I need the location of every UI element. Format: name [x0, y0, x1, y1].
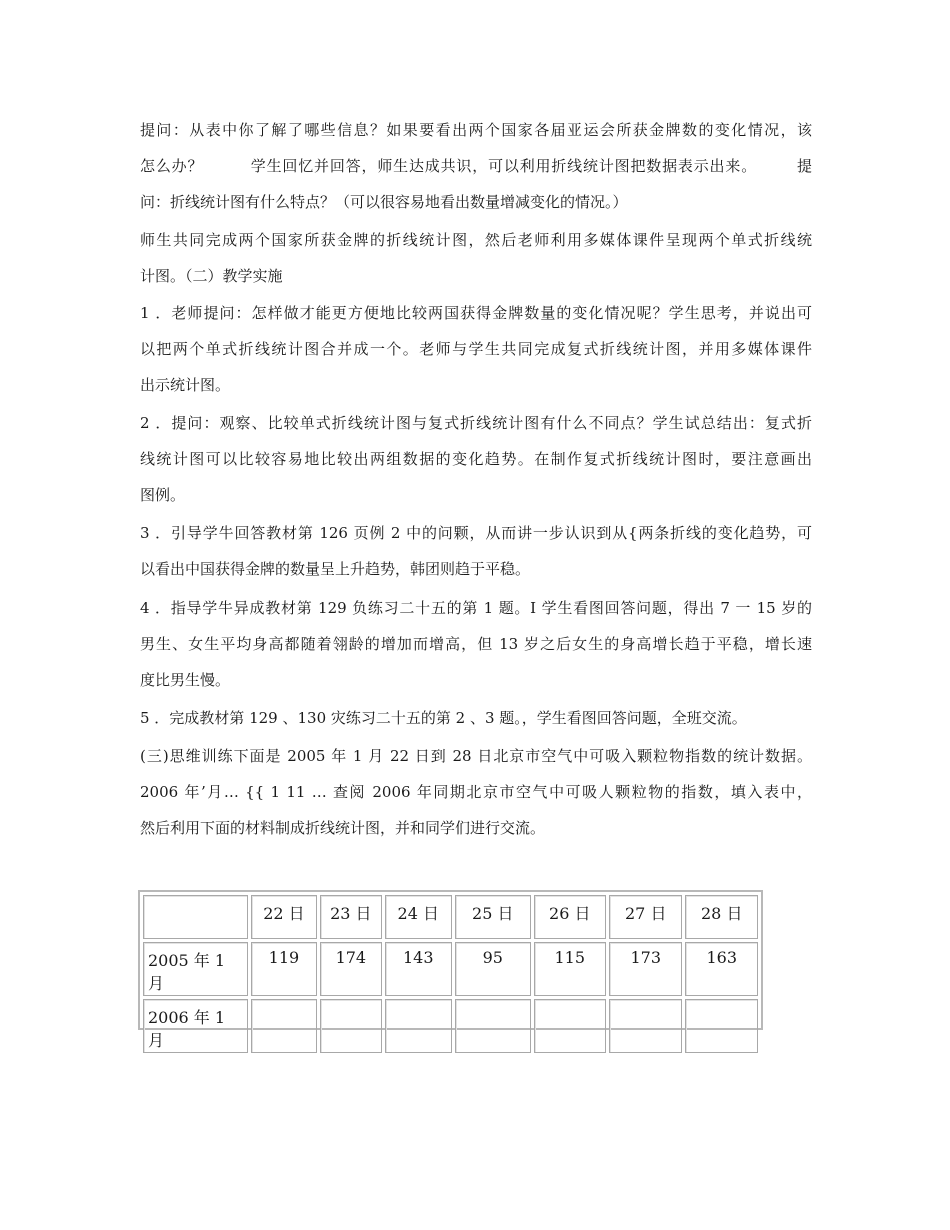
value-cell: 174 — [320, 942, 381, 996]
text-line: 男生、女生平均身高都随着翎龄的增加而增高，但 13 岁之后女生的身高增长趋于平稳，增长速 — [140, 635, 812, 653]
empty-value-cell — [534, 999, 606, 1053]
air-quality-data-table — [140, 892, 761, 1056]
paragraph-step-4 — [140, 590, 812, 698]
text-line: 2006 年’月… {{ 1 11 … 查阅 2006 年同期北京市空气中可吸人颗粒物的指数，填入表中， — [140, 783, 812, 801]
header-cell-27: 27 日 — [609, 895, 682, 939]
text-line: 以把两个单式折线统计图合并成一个。老师与学生共同完成复式折线统计图，并用多媒体课件 — [140, 340, 812, 358]
text-line: 师生共同完成两个国家所获金牌的折线统计图，然后老师利用多媒体课件呈现两个单式折线统 — [140, 231, 812, 249]
row-label-2005: 2005 年 1 月 — [143, 942, 248, 996]
text-line: 5 ．完成教材第 129 、130 灾练习二十五的第 2 、3 题。，学生看图回答问题，全班交流。 — [140, 709, 747, 727]
text-line: 怎么办？ 学生回忆并回答，师生达成共识，可以利用折线统计图把数据表示出来。 提 — [140, 157, 812, 175]
text-line: (三)思维训练下面是 2005 年 1 月 22 日到 28 日北京市空气中可吸入颗粒物指数的统计数据。 — [140, 747, 812, 765]
header-cell-28: 28 日 — [685, 895, 758, 939]
text-line: 4 ．指导学牛异成教材第 129 负练习二十五的第 1 题。I 学生看图回答问题，得出 7 一 15 岁的 — [140, 599, 812, 617]
header-cell-25: 25 日 — [455, 895, 531, 939]
air-quality-table — [138, 890, 763, 1050]
value-cell: 143 — [385, 942, 452, 996]
text-line: 1 ．老师提问：怎样做才能更方便地比较两国获得金牌数量的变化情况呢？学生思考，并说出可 — [140, 304, 812, 322]
header-cell-23: 23 日 — [320, 895, 381, 939]
paragraph-question-info — [140, 112, 812, 220]
value-cell: 115 — [534, 942, 606, 996]
text-line: 线统计图可以比较容易地比较出两组数据的变化趋势。在制作复式折线统计图时，要注意画出 — [140, 450, 812, 468]
text-line: 提问：从表中你了解了哪些信息？如果要看出两个国家各届亚运会所获金牌数的变化情况，该 — [140, 121, 812, 139]
text-line: 2 ．提问：观察、比较单式折线统计图与复式折线统计图有什么不同点？学生试总结出：复式折 — [140, 414, 812, 432]
table-header-row — [143, 895, 758, 939]
text-line: 出示统计图。 — [140, 376, 231, 394]
paragraph-thinking-exercise — [140, 738, 812, 846]
text-line: 问：折线统计图有什么特点？（可以很容易地看出数量增减变化的情况。） — [140, 193, 628, 211]
table-corner-cell — [143, 895, 248, 939]
row-label-2006: 2006 年 1 月 — [143, 999, 248, 1053]
text-line: 3 ．引导学牛回答教材第 126 页例 2 中的问颗，从而讲一步认识到从{两条折线的变化趋势，可 — [140, 524, 812, 542]
paragraph-teacher-student — [140, 222, 812, 294]
paragraph-step-1 — [140, 295, 812, 403]
text-line: 以看出中国获得金牌的数量呈上升趋势，韩团则趋于平稳。 — [140, 560, 531, 578]
value-cell: 173 — [609, 942, 682, 996]
header-cell-24: 24 日 — [385, 895, 452, 939]
empty-value-cell — [455, 999, 531, 1053]
paragraph-step-5 — [140, 700, 812, 736]
table-row-2006 — [143, 999, 758, 1053]
empty-value-cell — [609, 999, 682, 1053]
text-line: 然后利用下面的材料制成折线统计图，并和同学们进行交流。 — [140, 819, 546, 837]
paragraph-step-3 — [140, 515, 812, 587]
value-cell: 119 — [251, 942, 317, 996]
table-row-2005 — [143, 942, 758, 996]
header-cell-26: 26 日 — [534, 895, 606, 939]
header-cell-22: 22 日 — [251, 895, 317, 939]
empty-value-cell — [685, 999, 758, 1053]
paragraph-step-2 — [140, 405, 812, 513]
value-cell: 163 — [685, 942, 758, 996]
text-line: 图例。 — [140, 486, 186, 504]
empty-value-cell — [385, 999, 452, 1053]
empty-value-cell — [320, 999, 381, 1053]
value-cell: 95 — [455, 942, 531, 996]
text-line: 计图。（二）教学实施 — [140, 267, 283, 285]
text-line: 度比男生慢。 — [140, 671, 231, 689]
empty-value-cell — [251, 999, 317, 1053]
